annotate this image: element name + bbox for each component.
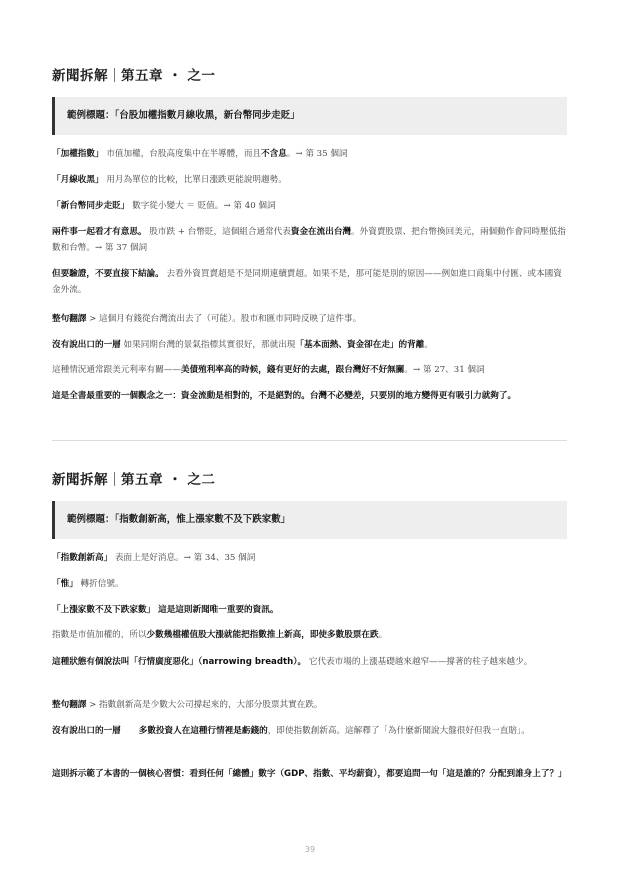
section-divider [52, 440, 567, 441]
s2-term-but: 「惟」 轉折信號。 [52, 579, 124, 589]
example-headline-2: 範例標題：「指數創新高，惟上漲家數不及下跌家數」 [52, 501, 567, 539]
s1-usd-rate-note: 這種情況通常跟美元利率有關——美債殖利率高的時候，錢有更好的去處，跟台灣好不好無關。→ 第 27、31 個詞 [52, 365, 485, 375]
s2-unspoken-layer: 沒有說出口的一層 多數投資人在這種行情裡是虧錢的，即使指數創新高。這解釋了「為什麼新聞說大盤很好但我一直賠」。 [52, 726, 530, 736]
section-title-2-right: 第五章 ・ 之二 [121, 472, 216, 488]
s2-market-cap-note: 指數是市值加權的，所以少數幾檔權值股大漲就能把指數推上新高，即使多數股票在跌。 [52, 630, 388, 640]
s2-core-habit: 這則拆示範了本書的一個核心習慣：看到任何「總體」數字（GDP、指數、平均薪資），都要追問一句「這是誰的？分配到誰身上了？」 [52, 769, 567, 779]
section-title-1-left: 新聞拆解 [52, 68, 108, 84]
s1-key-concept: 這是全書最重要的一個觀念之一：資金流動是相對的，不是絕對的。台灣不必變差，只要別的地方變得更有吸引力就夠了。 [52, 391, 517, 401]
title-divider [114, 68, 115, 82]
s1-term-weighted-index: 「加權指數」 市值加權，台股高度集中在半導體，而且不含息。→ 第 35 個詞 [52, 149, 348, 159]
s1-term-monthly-black: 「月線收黑」 用月為單位的比較，比單日漲跌更能說明趨勢。 [52, 175, 287, 185]
s2-term-breadth: 「上漲家數不及下跌家數」 這是這則新聞唯一重要的資訊。 [52, 605, 279, 615]
section-title-2-left: 新聞拆解 [52, 472, 108, 488]
s1-verify-note: 但要驗證，不要直接下結論。 去看外資買賣超是不是同期連續賣超。如果不是，那可能是別的原因——例如進口商集中付匯、或本國資金外流。 [52, 269, 562, 295]
s2-term-new-high: 「指數創新高」 表面上是好消息。→ 第 34、35 個詞 [52, 553, 256, 563]
s2-translation: 整句翻譯 > 指數創新高是少數大公司撐起來的，大部分股票其實在跌。 [52, 700, 323, 710]
title-divider [114, 472, 115, 486]
s2-narrowing-breadth: 這種狀態有個說法叫「行情廣度惡化」（narrowing breadth）。 它代表市場的上漲基礎越來越窄——撐著的柱子越來越少。 [52, 657, 533, 667]
s1-translation: 整句翻譯 > 這個月有錢從台灣流出去了（可能）。股市和匯市同時反映了這件事。 [52, 314, 362, 324]
s1-unspoken-layer: 沒有說出口的一層 如果同期台灣的景氣指標其實很好，那就出現「基本面熱、資金卻在走」的背離。 [52, 340, 433, 350]
s1-term-twd-depreciation: 「新台幣同步走貶」 數字從小變大 ＝ 貶值。→ 第 40 個詞 [52, 201, 276, 211]
example-headline-1: 範例標題：「台股加權指數月線收黑，新台幣同步走貶」 [52, 97, 567, 135]
section-title-1 [52, 64, 215, 84]
page-number: 39 [304, 845, 316, 854]
section-title-2 [52, 468, 215, 488]
section-title-1-right: 第五章 ・ 之一 [121, 68, 216, 84]
s1-analysis-combined: 兩件事一起看才有意思。 股市跌 + 台幣貶，這個組合通常代表資金在流出台灣。外資賣股票、把台幣換回美元，兩個動作會同時壓低指數和台幣。→ 第 37 個詞 [52, 227, 566, 253]
